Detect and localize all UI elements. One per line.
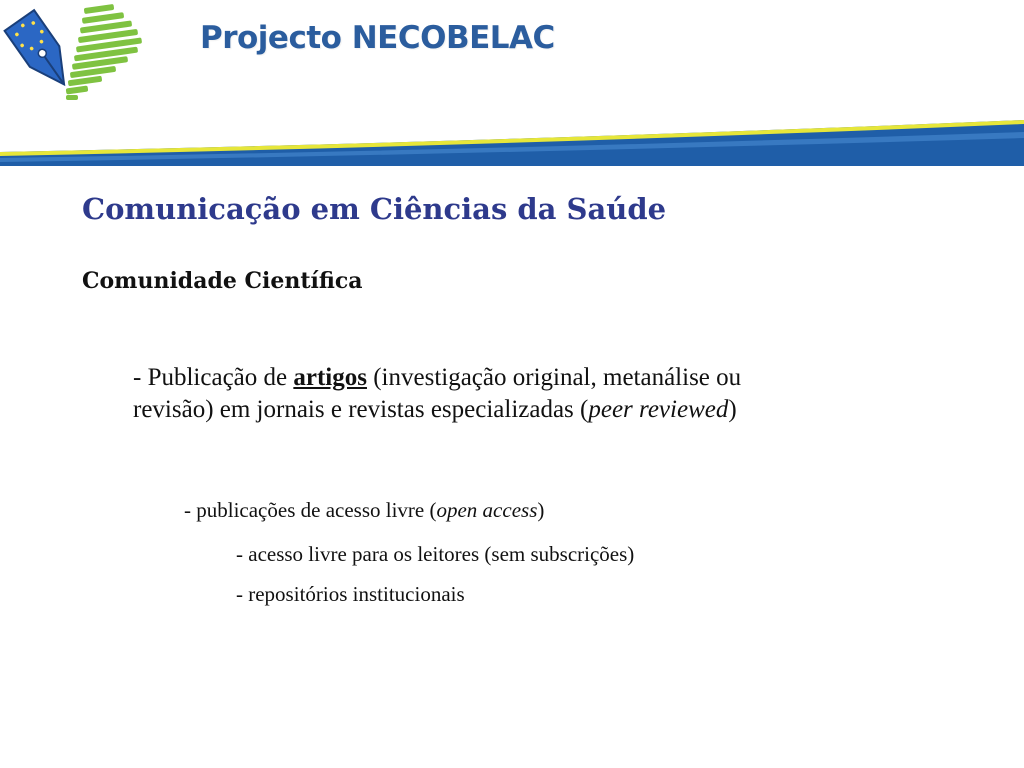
bullet-articles-line2-suffix: ): [728, 396, 737, 423]
bullet-open-access: [184, 498, 544, 523]
slide-header: [0, 0, 1024, 170]
peer-reviewed-term: peer reviewed: [588, 396, 729, 423]
header-swoosh-banner: [0, 108, 1024, 170]
bullet-articles-prefix: - Publicação de: [133, 364, 294, 391]
slide-title: Comunicação em Ciências da Saúde: [82, 192, 667, 226]
bullet-open-access-suffix: ): [537, 498, 545, 522]
open-access-term: open access: [436, 498, 538, 522]
bullet-articles-suffix: (investigação original, metanálise ou: [366, 364, 742, 391]
bullet-open-access-prefix: - publicações de acesso livre (: [184, 498, 437, 522]
slide-subtitle: Comunidade Científica: [82, 268, 363, 294]
bullet-free-readers: - acesso livre para os leitores (sem subscrições): [236, 542, 635, 566]
project-title: Projecto NECOBELAC: [200, 20, 555, 56]
necobelac-logo-icon: [0, 0, 160, 104]
green-stripes: [66, 4, 142, 100]
bullet-repositories: - repositórios institucionais: [236, 582, 465, 606]
bullet-articles-line2-prefix: revisão) em jornais e revistas especializadas (: [133, 396, 589, 423]
articles-emphasis: artigos: [293, 364, 367, 391]
bullet-articles: [133, 362, 741, 426]
pen-nib: [5, 10, 79, 95]
